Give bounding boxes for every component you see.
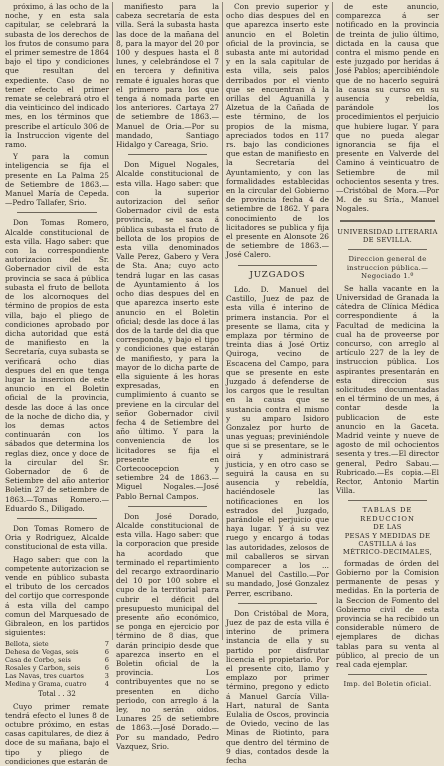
university-title: UNIVERSIDAD LITERARIA DE SEVILLA. xyxy=(337,227,438,245)
table-row: Casa de Corbo, seis 6 xyxy=(5,656,109,665)
edict-1: Ldo. D. Manuel del Castillo, Juez de paz de esta villa é interino de primera instancia. Por el presente se llama, cita y emplaza por término de treinta dias á José Ortiz Quiroga, vecino de Escacena del Campo, para que se presente en este Juzgado á defenderse de los cargos que le resultan en la causa que se sustancia contra el mismo y su amparo Isidoro Gonzalez por hurto de unas yeguas; previniéndole que si se presentare, se le oirá y administrará justicia, y en otro caso se seguirá la causa en su ausencia y rebeldía, haciéndosele las notificaciones en los estrados del Juzgado, parándole el perjuicio que haya lugar. Y á su vez ruego y encargo á todas las autoridades, zelosos de mil caballeros se sirvan comparecer a los ... Manuel del Castillo.—Por su mandado, José Gonzalez Perrer, escribano. xyxy=(226,284,329,598)
tables-subtitle-3: MÉTRICO-DECIMALES, xyxy=(342,548,433,557)
separator-rule xyxy=(348,249,427,250)
notice-3-head: Don Tomas Romero de Oria y Rodriguez, Alcalde constitucional de esta villa. xyxy=(5,523,109,552)
table-row: Las Navas, tres cuartos 3 xyxy=(5,672,109,681)
edict-2-tail: de este anuncio, comparezca á ser notificado en la provincia de treinta de julio último, dictada en la causa que contra el mismo pende en este juzgado por heridas á José Pablos; apercibiéndole que de no hacerlo seguirá la causa su curso en su ausencia y rebeldía, parándole los procedimientos el perjuicio que hubiere lugar. Y para que no pueda alegar ignorancia se fija el presente en Valverde del Camino á veinticuatro de Setiembre de mil ochocientos sesenta y tres.—Cristóbal de Mora.—Por M. de su Sría., Manuel Nogales. xyxy=(336,2,439,214)
tables-subtitle-2: PESAS Y MEDIDAS DE CASTILLA á las xyxy=(344,531,431,548)
tables-subtitle-1: DE LAS xyxy=(373,523,402,532)
column-3 xyxy=(222,2,332,766)
separator-rule xyxy=(128,506,207,507)
notice-2: Don Tomas Romero, Alcalde constitucional de esta villa. Hago saber: que con la correspondiente autorizacion del Sr. Gobernador civil de esta provincia se saca á pública subasta el fruto de bellota de los alcornoques del término de propios de esta villa, bajo el pliego de condiciones aprobado por dicha autoridad que está de manifiesto en la Secretaría, cuya subasta se verificará ocho dias despues del en que tenga lugar la insercion de este anuncio en el Boletin oficial de la provincia, desde las doce á las once de la noche de dicho dia, y los demas actos continuarán con los sábados que determina los reglas diez, once y doce de la circular del Sr. Gobernador de 6 de Setiembre del año anterior Boletin 27 de setiembre de 1863.—Tomas Romero.—Eduardo S., Diligado. xyxy=(5,218,109,513)
separator-double-rule xyxy=(340,220,435,222)
separator-rule xyxy=(348,500,427,501)
tables-title: TABLAS DE REDUCCION xyxy=(360,506,415,523)
column-1 xyxy=(2,2,112,766)
table-row: Rosales y Carbon, seis 6 xyxy=(5,664,109,673)
notice-3-body: Hago saber: que con la competente autorizacion se vende en público subasta el tributo de los cercados del cortijo que corresponde á esta villa del campo comun del Marquesado de Gibraleon, en los partidos siguientes: xyxy=(5,554,109,638)
table-row: Medina y Grama, cuatro 4 xyxy=(5,680,109,689)
notice-5: Don Miguel Nogales, Alcalde constitucional de esta villa. Hago saber: que con la superior autorizacion del señor Gobernador civil de esta provincia, se saca á pública subasta el fruto de bellota de los propios de esta villa denominados Valle Perez, Gabero y Vera de Sta. Ana; cuyo acto tendrá lugar en las casas de Ayuntamiento á los ocho dias despues del en que aparezca inserto este anuncio en el Boletin oficial; desde las doce á las dos de la tarde del dia que corresponda, y bajo el tipo y condiciones que estarán de manifiesto, y para la mayor de lo dicha parte de ella siguiente á les horas expresadas, en cumplimiento á cuanto se previene en la circular del señor Gobernador civil fecha 4 de Setiembre del año último. Y para la conveniencia de los licitadores se fija el presente en Cortecoocepcion y setiembre 24 de 1863.—Miguel Nogales.—José Pablo Bernal Campos. xyxy=(116,160,219,501)
table-row: Dehesa de Vegas, seis 6 xyxy=(5,648,109,657)
separator-rule xyxy=(17,212,97,213)
separator-rule xyxy=(238,265,317,266)
university-subtitle: Direccion general de instruccion pública.—Negociado 1.º xyxy=(346,255,429,281)
separator-rule xyxy=(238,603,317,604)
imprint: Imp. del Boletin oficial. xyxy=(343,680,432,689)
notice-1-close: Y para la comun inteligencia se fija el presente en La Palma 25 de Setiembre de 1863.—Manuel María de Cepeda.—Pedro Tallafer, Srio. xyxy=(5,152,109,208)
separator-rule xyxy=(17,518,97,519)
notice-1-tail: próximo, á las ocho de la noche, y en esta sala capitular, se celebrará la subasta de los derechos de los frutos de consumo para el primer semestre de 1864 bajo el tipo y condiciones que resultan del expediente. Caso de no tener efecto el primer remate se celebrará otro el dia veinticinco del indicado mes, en los términos que prescribe el artículo 306 de la Instruccion vigente del ramo. xyxy=(5,2,109,150)
university-notice: Se halla vacante en la Universidad de Granada la cátedra de Clínica Médica correspondiente á la Facultad de medicina la cual ha de proveerse por concurso, con arreglo al artículo 227 de la ley de instruccion pública. Los aspirantes presentarán en esta direccion sus solicitudes documentadas en el término de un mes, á contar desde la publicacion de este anuncio en la Gaceta. Madrid veinte y nueve de agosto de mil ochocientos sesenta y tres.—El director general, Pedro Sabau.—Rubricado.—Es copia.—El Rector, Antonio Martin Villa. xyxy=(336,283,439,496)
notice-7: Con previo superior y ocho dias despues del en que aparezca inserto este anuncio en el Boletin oficial de la provincia, se subasta ante mi autoridad y en la sala capitular de esta villa, seis palos derribados por el viento que se encuentran á la orillas del Aguanilla y Alzetua de la Cañada de este término, de los propios de la misma, apreciados todos en 117 rs. bajo las condiciones que estan de manifiesto en la Secretaría del Ayuntamiento, y con las formalidades establecidas en la circular del Gobierno de provincia fecha 4 de setiembre de 1862. Y para conocimiento de los licitadores se publica y fija el presente en Alonsote 26 de setiembre de 1863.—José Calero. xyxy=(226,2,329,260)
measures-table xyxy=(5,640,109,688)
section-header-juzgados: JUZGADOS xyxy=(249,269,306,280)
table-row: Bellota, siete 7 xyxy=(5,640,109,649)
column-2 xyxy=(112,2,222,751)
measures-total: Total . . 32 xyxy=(38,690,76,699)
tables-notice: formadas de órden del Gobierno por la Comision permanente de pesas y medidas. En la porteria de la Seccion de Fomento del Gobierno civil de esta provincia se ha recibido un considerable número de ejemplares de dichas tablas para su venta al público, al precio de un real cada ejemplar. xyxy=(336,558,439,670)
separator-rule xyxy=(128,154,207,155)
column-4 xyxy=(332,2,442,689)
notice-4-tail: manifiesto para la cabeza secretaría de esta villa. Será la subasta hasta las doce de la mañana del 8, para la mayor del 20 por 100 y despues hasta el 8 lunes, y celebrándose el 7 en tercera y definitiva remate é iguales horas que el primero para los que tenga á nomada parte en los anteriores. Cartaya 27 de setiembre de 1863.—Manuel de Oria.—Por su mandado, Santiago Hidalgo y Careaga, Srio. xyxy=(116,2,219,150)
notice-6: Don José Dorado, Alcalde constitucional de esta villa. Hago saber: que la corporacion que preside ha acordado que terminado el repartimiento del recargo extraordinario del 10 por 100 sobre el cupo de la territorial para cubrir el déficit del presupuesto municipal del presente año económico, se ponga en ejercicio por término de 8 dias, que darán principio desde que aparezca inserto en el Boletin oficial de la provincia. Los contribuyentes que no se presenten en dicho periodo, con arreglo á la ley, no serán oidos. Lunares 25 de setiembre de 1863.—José Dorado.—Por su mandado, Pedro Vazquez, Srio. xyxy=(116,511,219,751)
notice-3-tail: Cuyo primer remate tendrá efecto el lunes 8 de octubre próximo, en estas casas capitulares, de diez á doce de su mañana, bajo el tipo y pliego de condiciones que estarán de xyxy=(5,701,109,766)
edict-2: Don Cristóbal de Mora, Juez de paz de esta villa é interino de primera instancia de ella y su partido por disfrutar licencia el propietario. Por el presente cito, llamo y emplazo por primer término, pregono y edicto á Manuel García Villa-Hart, natural de Santa Eulalia de Oscos, provincia de Oviedo, vecino de las Minas de Riotinto, para que dentro del término de 9 dias, contados desde la fecha xyxy=(226,608,329,766)
separator-rule xyxy=(348,674,427,675)
